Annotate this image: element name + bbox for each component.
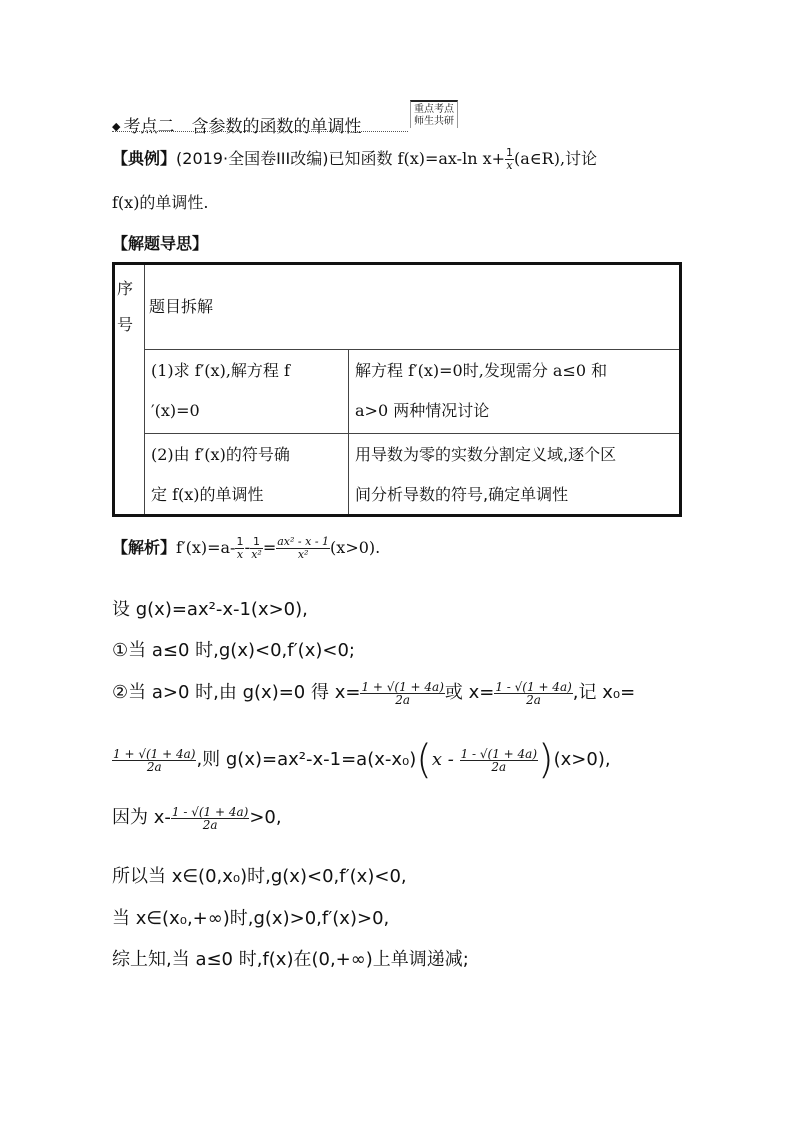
because-line: 因为 x- $\frac{1 - √(1 + 4a)}{2a}$ >0, xyxy=(112,804,282,832)
row2-right-1: 用导数为零的实数分割定义域,逐个区 xyxy=(355,445,617,464)
case-1-line: ①当 a≤0 时,g(x)<0,f′(x)<0; xyxy=(112,640,355,661)
solution-guide-table xyxy=(112,262,682,517)
badge-line-2: 师生共研 xyxy=(414,116,454,127)
header-index-2: 号 xyxy=(117,315,134,334)
key-point-badge xyxy=(410,100,458,128)
example-tag: 【典例】 xyxy=(112,149,177,168)
row2-left-1: (2)由 f′(x)的符号确 xyxy=(151,445,290,464)
fraction-1-over-x: $\frac{1}{x}$ xyxy=(506,146,514,172)
example-text: 已知函数 f(x)=ax-ln x+ xyxy=(328,149,506,168)
diamond-bullet-icon: ◆ xyxy=(112,120,121,133)
example-source: (2019·全国卷III改编) xyxy=(176,149,329,168)
example-statement-line2: f(x)的单调性. xyxy=(112,193,209,212)
section-heading xyxy=(112,112,361,137)
heading-underline xyxy=(112,131,408,132)
row2-left-2: 定 f(x)的单调性 xyxy=(151,485,264,504)
badge-line-1: 重点考点 xyxy=(414,104,454,115)
factorization-line: $\frac{1 + √(1 + 4a)}{2a}$ ,则 g(x)=ax²-x-1=a(x-x₀)(x - $\frac{1 - √(1 + 4a)}{2a}$ )(x>0), xyxy=(113,737,611,783)
guide-tag: 【解题导思】 xyxy=(112,234,209,253)
header-index-1: 序 xyxy=(117,279,134,298)
interval-2-line: 当 x∈(x₀,+∞)时,g(x)>0,f′(x)>0, xyxy=(112,908,390,929)
summary-line: 综上知,当 a≤0 时,f(x)在(0,+∞)上单调递减; xyxy=(112,949,469,970)
case-2-line: ②当 a>0 时,由 g(x)=0 得 x= $\frac{1 + √(1 + 4a)}{2a}$ 或 x= $\frac{1 - √(1 + 4a)}{2a}$ ,记 x₀= xyxy=(112,679,636,707)
define-g-line: 设 g(x)=ax²-x-1(x>0), xyxy=(112,599,308,620)
row1-left-2: ′(x)=0 xyxy=(151,401,200,420)
row1-right-1: 解方程 f′(x)=0时,发现需分 a≤0 和 xyxy=(355,361,608,380)
row1-right-2: a>0 两种情况讨论 xyxy=(355,401,490,420)
example-statement xyxy=(112,146,597,172)
heading-text: 考点二 含参数的函数的单调性 xyxy=(123,117,362,137)
solution-tag: 【解析】 xyxy=(112,538,177,557)
example-text-post: (a∈R),讨论 xyxy=(514,149,598,168)
interval-1-line: 所以当 x∈(0,x₀)时,g(x)<0,f′(x)<0, xyxy=(112,866,407,887)
derivative-line: 【解析】f′(x)=a- $\frac{1}{x}$ - $\frac{1}{\text{x²}}$ = $\frac{\text{ax² - x - 1}}{\text{x²}}$ (x>0). xyxy=(112,535,381,561)
row2-right-2: 间分析导数的符号,确定单调性 xyxy=(355,485,569,504)
header-breakdown: 题目拆解 xyxy=(149,297,214,316)
row1-left-1: (1)求 f′(x),解方程 f xyxy=(151,361,290,380)
